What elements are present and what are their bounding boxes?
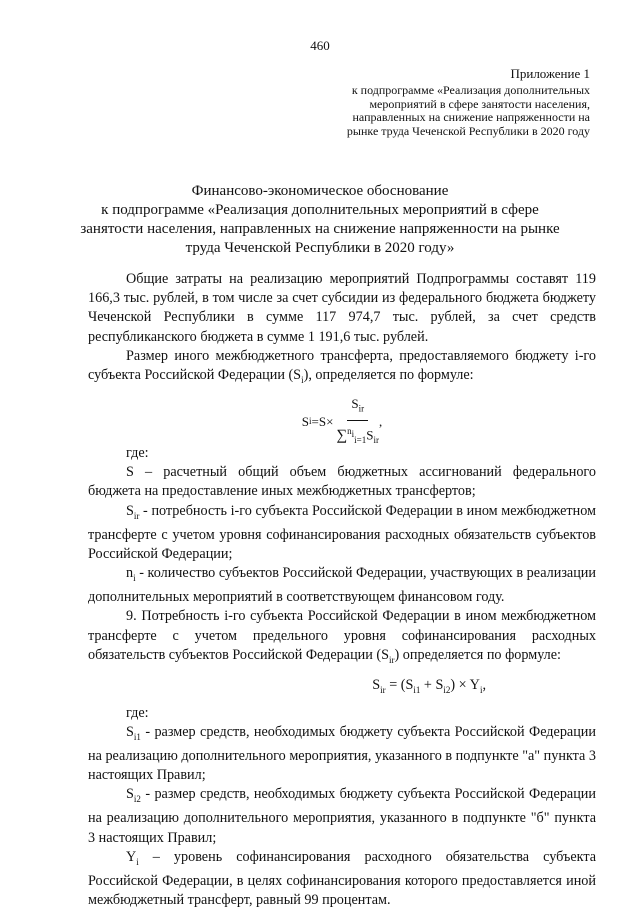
document-body bbox=[88, 270, 596, 910]
definition-ni: $n_i$ - количество субъектов Российской Федерации, участвующих в реализации дополнительных мероприятий в соответствующем финансовом году. bbox=[88, 565, 596, 606]
document-title-line1: Финансово-экономическое обоснование bbox=[191, 183, 449, 199]
page-number: 460 bbox=[310, 38, 330, 53]
appendix-reference: к подпрограмме «Реализация дополнительных мероприятий в сфере занятости населения, направленных на снижение напряженности на рынке труда Чеченской Республики в 2020 году bbox=[346, 83, 590, 138]
paragraph-total-costs: Общие затраты на реализацию мероприятий Подпрограммы составят 119 166,3 тыс. рублей, в том числе за счет субсидии из федерального бюджета бюджету Чеченской Республики в сумме 117 974,7 тыс. рублей, за счет средств республиканского бюджета в сумме 1 191,6 тыс. рублей. bbox=[88, 271, 596, 345]
document-title bbox=[80, 182, 560, 258]
appendix-title: Приложение 1 bbox=[510, 66, 590, 81]
where-label-2: где: bbox=[126, 704, 149, 721]
definition-S: S – расчетный общий объем бюджетных ассигнований федерального бюджета на предоставление иных межбюджетных трансфертов; bbox=[88, 464, 596, 500]
formula-transfer: S i =S× $\frac{S_{ir}}{\sum^{n_i}_{i=1}S_{ir}}$ , bbox=[301, 396, 383, 445]
document-title-line2: к подпрограмме «Реализация дополнительных мероприятий в сфере занятости населения, направленных на снижение напряженности на рынке труда Чеченской Республики в 2020 году» bbox=[80, 202, 560, 256]
definition-Si1: $S_{i1}$ - размер средств, необходимых бюджету субъекта Российской Федерации на реализацию дополнительного мероприятия, указанного в подпункте "а" пункта 3 настоящих Правил; bbox=[88, 724, 596, 784]
definition-Si2: $S_{i2}$ - размер средств, необходимых бюджету субъекта Российской Федерации на реализацию дополнительного мероприятия, указанного в подпункте "б" пункта 3 настоящих Правил; bbox=[88, 786, 596, 846]
definition-Sir: $S_{ir}$ - потребность i-го субъекта Российской Федерации в ином межбюджетном трансферте с учетом уровня софинансирования расходных обязательств субъектов Российской Федерации; bbox=[88, 502, 596, 562]
paragraph-transfer-size: Размер иного межбюджетного трансферта, предоставляемого бюджету i-го субъекта Российской Федерации $(S_i)$, определяется по формуле: bbox=[88, 347, 596, 385]
where-label: где: bbox=[126, 445, 149, 462]
formula-need: $S_{ir} = (S_{i1} + S_{i2}) \times Y_i$, bbox=[372, 676, 486, 695]
paragraph-9: 9. Потребность i-го субъекта Российской Федерации в ином межбюджетном трансферте с учетом предельного уровня софинансирования расходных обязательств субъектов Российской Федерации $(S_{ir})$ определяется по формуле: bbox=[88, 608, 596, 665]
definition-Yi: $Y_i$ – уровень софинансирования расходного обязательства субъекта Российской Федерации, в целях софинансирования которого предоставляется иной межбюджетный трансферт, равный 99 процентам. bbox=[88, 848, 596, 909]
